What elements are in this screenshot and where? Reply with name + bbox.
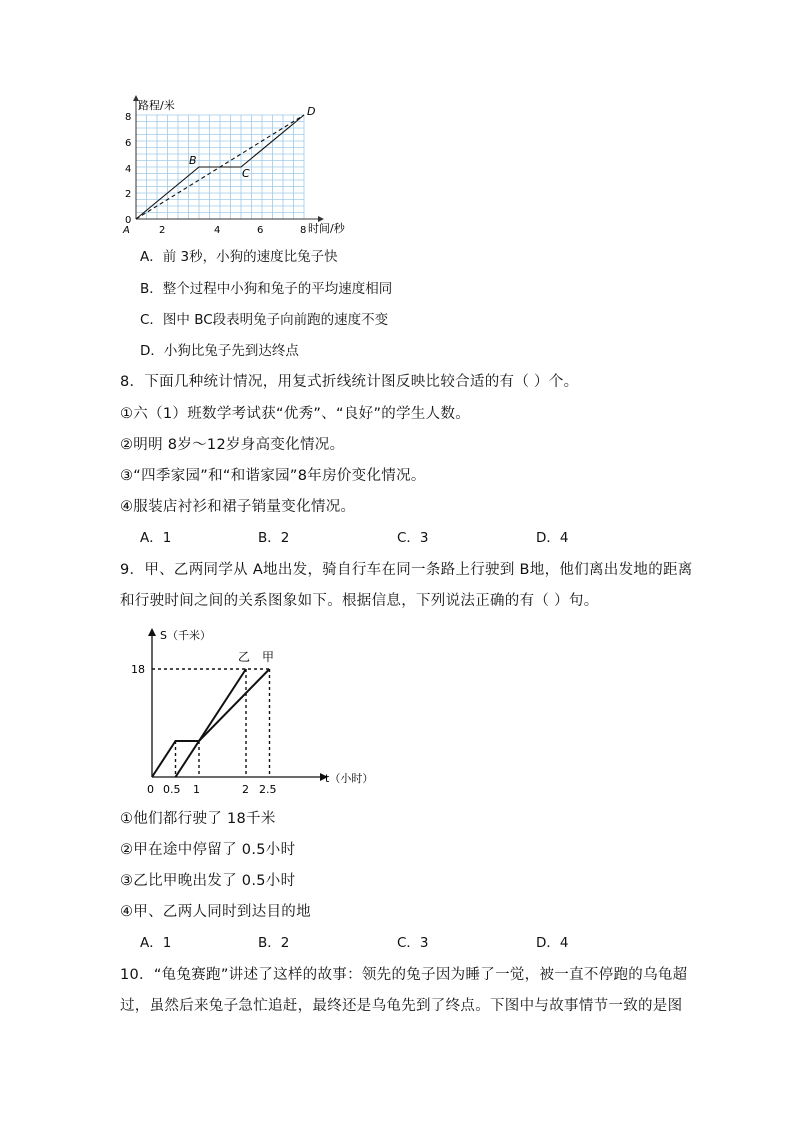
chart1-y-axis-label: 路程/米 xyxy=(138,99,175,112)
q9-option-c[interactable]: C．3 xyxy=(397,935,429,951)
q7-option-b[interactable]: B．整个过程中小狗和兔子的平均速度相同 xyxy=(140,281,393,297)
q7-option-c[interactable]: C．图中 BC段表明兔子向前跑的速度不变 xyxy=(140,312,389,328)
q9-stem-line-1: 9．甲、乙两同学从 A地出发，骑自行车在同一条路上行驶到 B地，他们离出发地的距离 xyxy=(120,562,693,578)
q8-option-c[interactable]: C．3 xyxy=(397,530,429,546)
q8-item-3: ③“四季家园”和“和谐家园”8年房价变化情况。 xyxy=(120,468,426,484)
chart1-ytick-6: 6 xyxy=(125,138,132,149)
q8-option-d[interactable]: D．4 xyxy=(536,530,569,546)
q7-option-a[interactable]: A．前 3秒，小狗的速度比兔子快 xyxy=(140,249,338,265)
q8-option-b[interactable]: B．2 xyxy=(258,530,290,546)
chart2-series-line xyxy=(176,669,247,777)
distance-time-chart-2 xyxy=(125,622,385,802)
chart2-y-arrow xyxy=(148,628,156,636)
chart2-xtick-0-5: 0.5 xyxy=(163,783,181,796)
q8-item-2: ②明明 8岁～12岁身高变化情况。 xyxy=(120,437,345,453)
q9-option-d[interactable]: D．4 xyxy=(536,935,569,951)
q9-option-b[interactable]: B．2 xyxy=(258,935,290,951)
q9-item-4: ④甲、乙两人同时到达目的地 xyxy=(120,904,311,920)
chart1-ytick-4: 4 xyxy=(125,164,132,175)
q10-stem-line-1: 10．“龟兔赛跑”讲述了这样的故事：领先的兔子因为睡了一觉，被一直不停跑的乌龟超 xyxy=(120,967,688,983)
chart2-xtick-1: 1 xyxy=(193,783,200,796)
chart1-ytick-0: 0 xyxy=(125,215,132,226)
chart2-series-label-jia: 甲 xyxy=(262,650,275,664)
chart2-y-axis-label: S（千米） xyxy=(160,629,211,642)
chart2-series xyxy=(152,669,270,777)
chart1-xtick-2: 2 xyxy=(159,225,166,236)
chart1-x-axis-label: 时间/秒 xyxy=(308,222,345,235)
q8-option-a[interactable]: A．1 xyxy=(140,530,172,546)
chart1-point-C: C xyxy=(242,167,250,180)
q9-stem-line-2: 和行驶时间之间的关系图象如下。根据信息，下列说法正确的有（ ）句。 xyxy=(120,593,599,609)
chart1-origin-label: A xyxy=(123,225,130,236)
q9-option-a[interactable]: A．1 xyxy=(140,935,172,951)
chart2-ytick-18: 18 xyxy=(131,663,145,676)
chart2-x-axis-label: t（小时） xyxy=(325,772,374,785)
chart1-xtick-8: 8 xyxy=(300,225,307,236)
chart2-xtick-2-5: 2.5 xyxy=(259,783,277,796)
q10-stem-line-2: 过，虽然后来兔子急忙追赶，最终还是乌龟先到了终点。下图中与故事情节一致的是图 xyxy=(120,998,683,1014)
q8-stem: 8．下面几种统计情况，用复式折线统计图反映比较合适的有（ ）个。 xyxy=(120,374,579,390)
q9-item-1: ①他们都行驶了 18千米 xyxy=(120,811,276,827)
q9-item-3: ③乙比甲晚出发了 0.5小时 xyxy=(120,873,296,889)
chart1-point-D: D xyxy=(307,105,316,118)
q7-option-d[interactable]: D．小狗比兔子先到达终点 xyxy=(140,343,299,359)
chart1-ytick-8: 8 xyxy=(125,112,132,123)
chart1-xtick-4: 4 xyxy=(214,225,221,236)
chart2-series-label-yi: 乙 xyxy=(238,650,251,664)
chart2-xtick-2: 2 xyxy=(242,783,249,796)
chart1-ytick-2: 2 xyxy=(125,189,132,200)
q8-item-4: ④服装店衬衫和裙子销量变化情况。 xyxy=(120,499,356,515)
distance-time-chart-1 xyxy=(118,95,358,240)
q8-item-1: ①六（1）班数学考试获“优秀”、“良好”的学生人数。 xyxy=(120,406,471,422)
chart1-point-B: B xyxy=(189,154,197,167)
q9-item-2: ②甲在途中停留了 0.5小时 xyxy=(120,842,296,858)
chart2-xtick-0: 0 xyxy=(147,783,154,796)
chart1-xtick-6: 6 xyxy=(257,225,264,236)
